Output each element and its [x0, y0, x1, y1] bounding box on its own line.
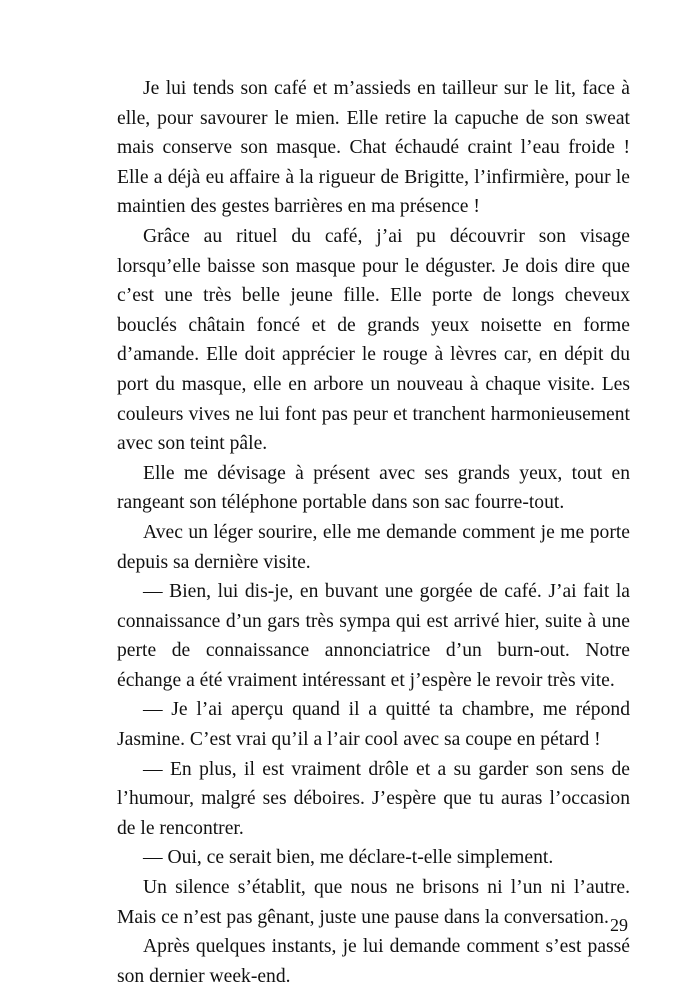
paragraph: Je lui tends son café et m’assieds en tailleur sur le lit, face à elle, pour savourer le mien. Elle retire la capuche de son sweat mais conserve son masque. Chat échaudé craint l’eau froide ! Elle a déjà eu affaire à la rigueur de Brigitte, l’infirmière, pour le maintien des gestes barrières en ma présence ! — [117, 78, 630, 218]
paragraph: Elle me dévisage à présent avec ses grands yeux, tout en rangeant son téléphone portable dans son sac fourre-tout. — [117, 462, 630, 514]
page-number: 29 — [610, 915, 628, 935]
paragraph: — En plus, il est vraiment drôle et a su garder son sens de l’humour, malgré ses déboires. J’espère que tu auras l’occasion de le rencontrer. — [117, 758, 630, 839]
paragraph: — Bien, lui dis-je, en buvant une gorgée de café. J’ai fait la connaissance d’un gars très sympa qui est arrivé hier, suite à une perte de connaissance annonciatrice d’un burn-out. Notre échange a été vraiment intéressant et j’espère le revoir très vite. — [117, 581, 630, 691]
paragraph: Avec un léger sourire, elle me demande comment je me porte depuis sa dernière visite. — [117, 521, 630, 573]
page-body — [117, 74, 630, 991]
paragraph: — Je l’ai aperçu quand il a quitté ta chambre, me répond Jasmine. C’est vrai qu’il a l’air cool avec sa coupe en pétard ! — [117, 699, 630, 751]
paragraph: Un silence s’établit, que nous ne brisons ni l’un ni l’autre. Mais ce n’est pas gênant, juste une pause dans la conversation. — [117, 877, 630, 928]
paragraph: — Oui, ce serait bien, me déclare-t-elle simplement. — [143, 847, 554, 869]
paragraph: Grâce au rituel du café, j’ai pu découvrir son visage lorsqu’elle baisse son masque pour le déguster. Je dois dire que c’est une très belle jeune fille. Elle porte de longs cheveux bouclés châtain foncé et de grands yeux noisette en forme d’amande. Elle doit apprécier le rouge à lèvres car, en dépit du port du masque, elle en arbore un nouveau à chaque visite. Les couleurs vives ne lui font pas peur et tranchent harmonieusement avec son teint pâle. — [117, 225, 630, 455]
paragraph: Après quelques instants, je lui demande comment s’est passé son dernier week-end. — [117, 936, 630, 987]
